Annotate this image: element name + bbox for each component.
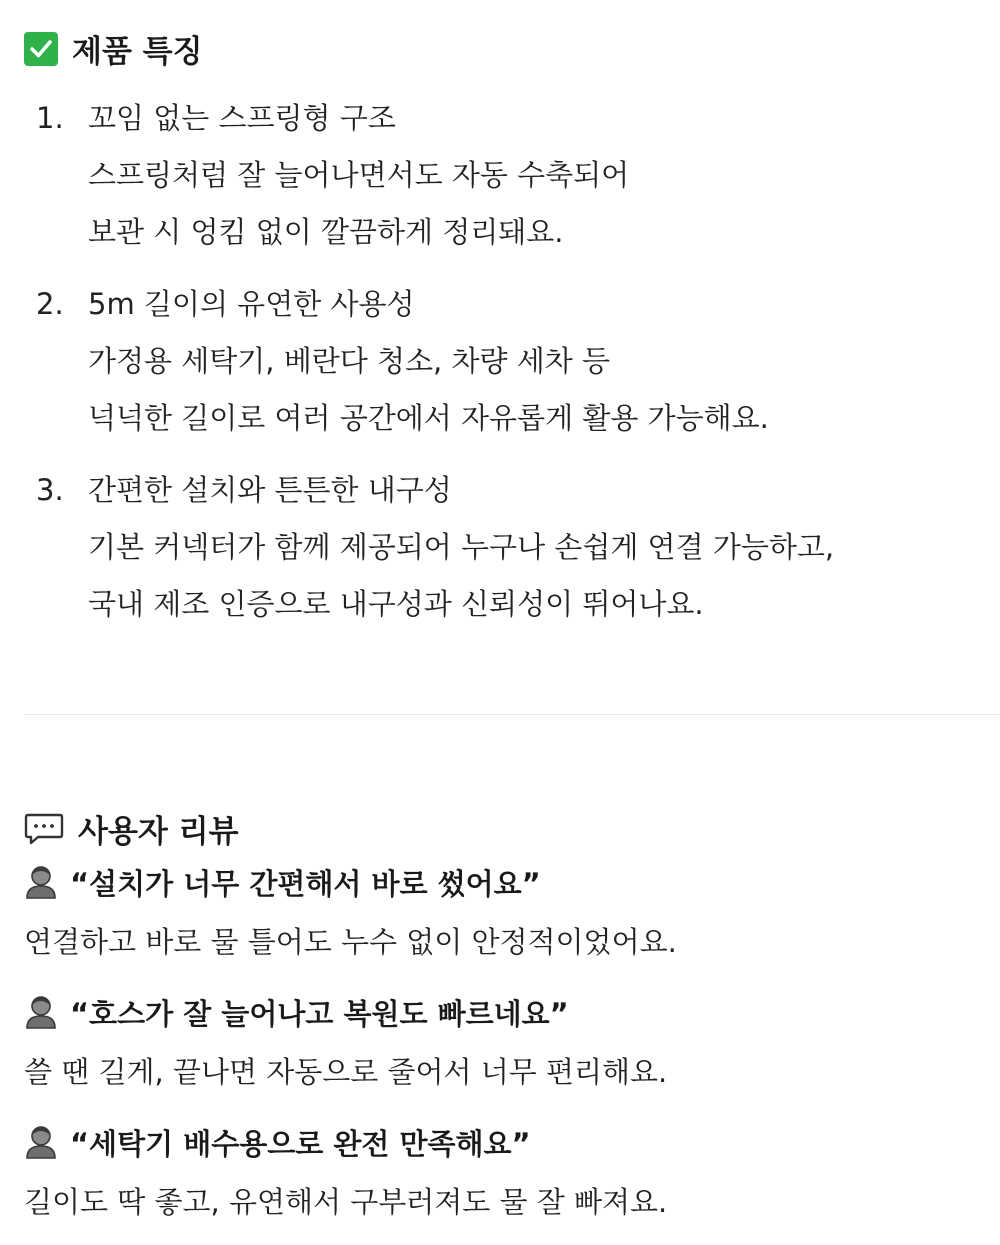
person-icon — [24, 994, 58, 1030]
speech-bubble-icon — [24, 812, 64, 846]
feature-description: 넉넉한 길이로 여러 공간에서 자유롭게 활용 가능해요. — [88, 401, 769, 435]
check-mark-icon — [24, 32, 58, 66]
reviews-title: 사용자 리뷰 — [78, 814, 239, 850]
feature-item-3 — [36, 462, 834, 633]
review-item-1 — [24, 860, 984, 961]
person-icon — [24, 1124, 58, 1160]
features-title: 제품 특징 — [72, 34, 203, 70]
review-item-2 — [24, 990, 984, 1091]
person-icon — [24, 864, 58, 900]
reviews-heading — [24, 806, 239, 851]
feature-heading: 간편한 설치와 튼튼한 내구성 — [88, 473, 452, 507]
feature-description: 가정용 세탁기, 베란다 청소, 차량 세차 등 — [88, 344, 610, 378]
feature-description: 국내 제조 인증으로 내구성과 신뢰성이 뛰어나요. — [88, 587, 704, 621]
feature-heading: 꼬임 없는 스프링형 구조 — [88, 101, 396, 135]
feature-heading: 5m 길이의 유연한 사용성 — [88, 287, 415, 321]
feature-item-2 — [36, 276, 769, 447]
feature-description: 기본 커넥터가 함께 제공되어 누구나 손쉽게 연결 가능하고, — [88, 530, 835, 564]
review-title: “설치가 너무 간편해서 바로 썼어요” — [70, 866, 541, 901]
review-item-3 — [24, 1120, 984, 1221]
feature-number: 2. — [36, 287, 64, 321]
section-divider — [24, 714, 1000, 715]
feature-number: 1. — [36, 101, 64, 135]
review-body: 쓸 땐 길게, 끝나면 자동으로 줄어서 너무 편리해요. — [24, 1055, 668, 1089]
feature-number: 3. — [36, 473, 64, 507]
review-body: 길이도 딱 좋고, 유연해서 구부러져도 물 잘 빠져요. — [24, 1185, 668, 1219]
feature-description: 보관 시 엉킴 없이 깔끔하게 정리돼요. — [88, 215, 564, 249]
review-title: “세탁기 배수용으로 완전 만족해요” — [70, 1126, 531, 1161]
review-body: 연결하고 바로 물 틀어도 누수 없이 안정적이었어요. — [24, 925, 677, 959]
features-heading — [24, 26, 203, 71]
feature-description: 스프링처럼 잘 늘어나면서도 자동 수축되어 — [88, 158, 630, 192]
feature-item-1 — [36, 90, 629, 261]
review-title: “호스가 잘 늘어나고 복원도 빠르네요” — [70, 996, 569, 1031]
